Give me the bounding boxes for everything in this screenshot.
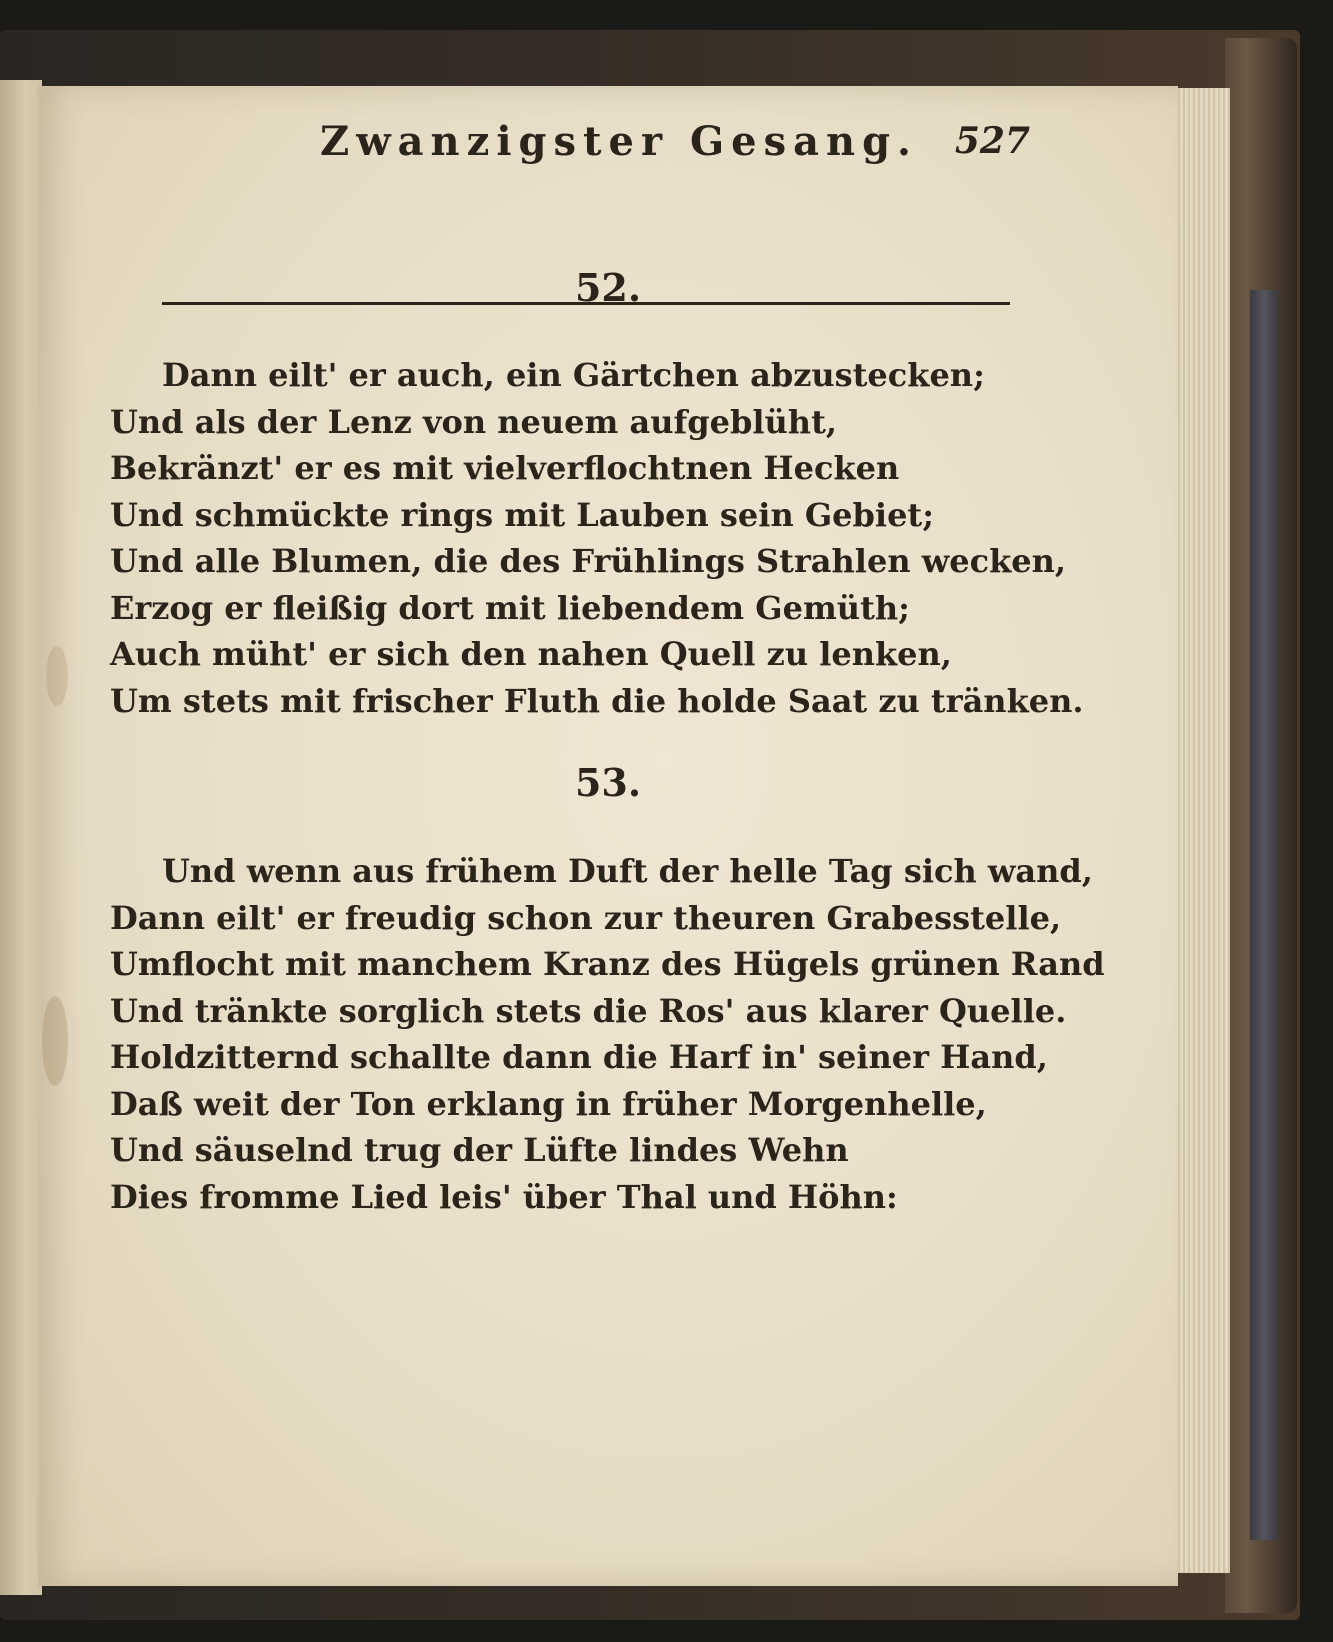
stanza-number: 52. [574,265,642,310]
verse-line: Und alle Blumen, die des Frühlings Strahlen wecken, [110,542,1067,580]
verse-line: Bekränzt' er es mit vielverflochtnen Hecken [110,449,900,487]
paper-stain [46,646,68,706]
page-edges [1170,88,1230,1573]
paper-stain [42,996,68,1086]
stanza-52 [110,352,1084,724]
book-page [38,86,1178,1586]
verse-line: Und wenn aus frühem Duft der helle Tag sich wand, [162,852,1093,890]
verse-line: Und als der Lenz von neuem aufgeblüht, [110,402,837,441]
page-number: 527 [954,120,1030,162]
verse-line: Dies fromme Lied leis' über Thal und Höhn: [110,1177,898,1216]
binding-strip [1250,290,1278,1540]
verse-line: Und schmückte rings mit Lauben sein Gebiet; [110,495,935,534]
verse-line: Umflocht mit manchem Kranz des Hügels grünen Rand [110,945,1105,983]
verse-line: Erzog er fleißig dort mit liebendem Gemüth; [110,588,910,627]
running-title: Zwanzigster Gesang. [320,118,918,165]
previous-page-edge [0,80,42,1595]
verse-line: Dann eilt' er freudig schon zur theuren Grabesstelle, [110,898,1062,937]
verse-line: Holdzitternd schallte dann die Harf in' seiner Hand, [110,1038,1048,1076]
verse-line: Daß weit der Ton erklang in früher Morgenhelle, [110,1084,987,1123]
page-header [110,118,1030,178]
stanza-53 [110,848,1105,1220]
verse-line: Und tränkte sorglich stets die Ros' aus klarer Quelle. [110,991,1067,1030]
stanza-number: 53. [574,760,642,805]
verse-line: Auch müht' er sich den nahen Quell zu lenken, [110,635,952,673]
verse-line: Um stets mit frischer Fluth die holde Saat zu tränken. [110,681,1084,720]
verse-line: Dann eilt' er auch, ein Gärtchen abzustecken; [162,356,985,394]
verse-line: Und säuselnd trug der Lüfte lindes Wehn [110,1131,849,1169]
